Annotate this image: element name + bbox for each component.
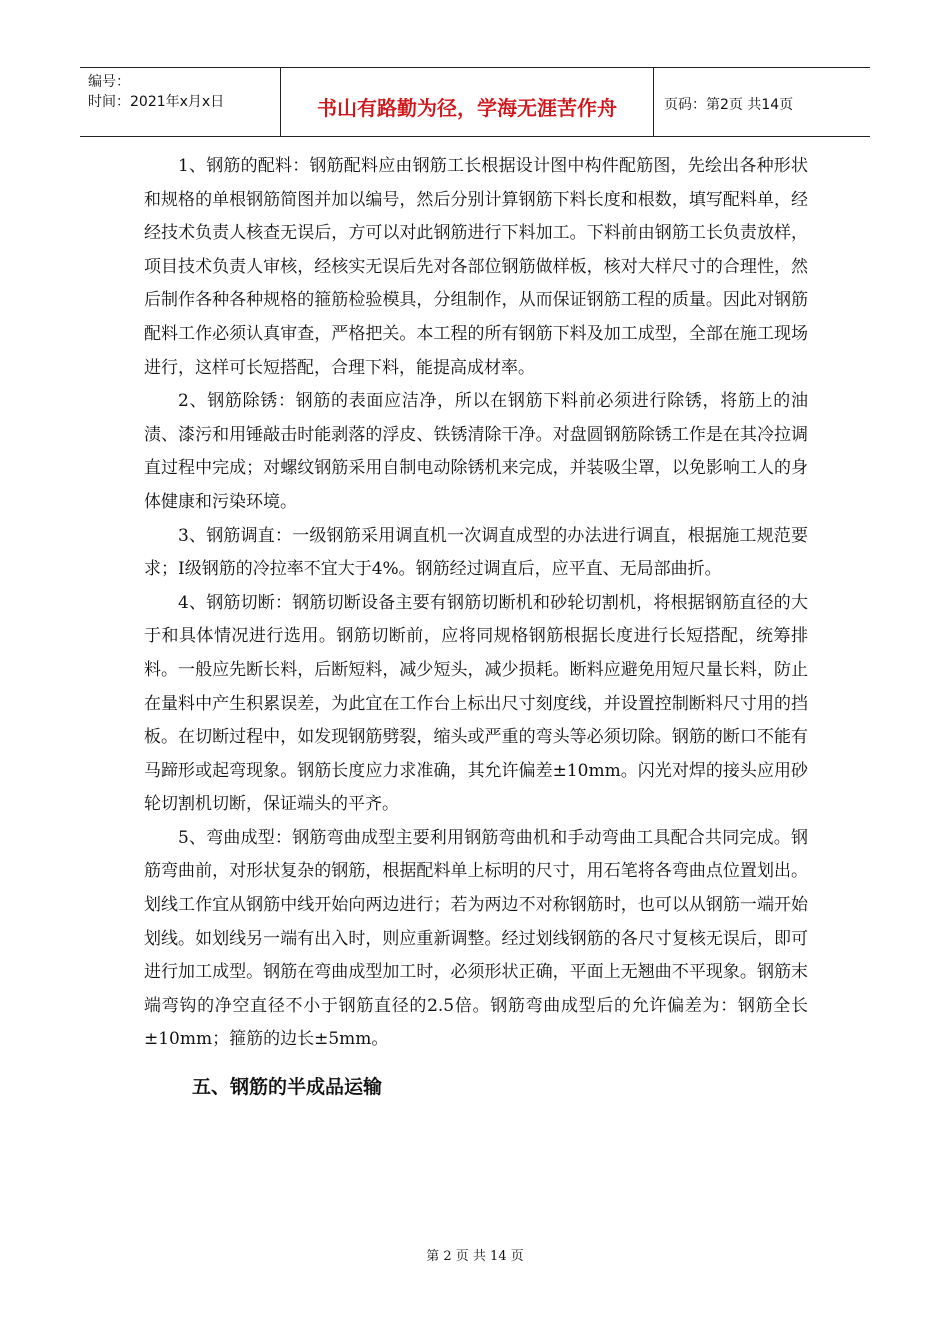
page-header xyxy=(80,67,870,137)
section-heading: 五、钢筋的半成品运输 xyxy=(192,1076,383,1099)
document-number-label: 编号： xyxy=(88,74,130,90)
paragraph-cutting: 4、钢筋切断：钢筋切断设备主要有钢筋切断机和砂轮切割机，将根据钢筋直径的大于和具体情况进行选用。钢筋切断前，应将同规格钢筋根据长度进行长短搭配，统筹排料。一般应先断长料，后断短料，减少短头，减少损耗。断料应避免用短尺量长料，防止在量料中产生积累误差，为此宜在工作台上标出尺寸刻度线，并设置控制断料尺寸用的挡板。在切断过程中，如发现钢筋劈裂，缩头或严重的弯头等必须切除。钢筋的断口不能有马蹄形或起弯现象。钢筋长度应力求准确，其允许偏差±10mm。闪光对焊的接头应用砂轮切割机切断，保证端头的平齐。 xyxy=(144,592,808,815)
document-time-label: 时间：2021年x月x日 xyxy=(88,94,225,110)
page-footer: 第 2 页 共 14 页 xyxy=(426,1249,524,1264)
header-motto: 书山有路勤为径，学海无涯苦作舟 xyxy=(280,68,654,136)
document-body xyxy=(144,150,808,1117)
paragraph-bending: 5、弯曲成型：钢筋弯曲成型主要利用钢筋弯曲机和手动弯曲工具配合共同完成。钢筋弯曲前，对形状复杂的钢筋，根据配料单上标明的尺寸，用石笔将各弯曲点位置划出。划线工作宜从钢筋中线开始向两边进行；若为两边不对称钢筋时，也可以从钢筋一端开始划线。如划线另一端有出入时，则应重新调整。经过划线钢筋的各尺寸复核无误后，即可进行加工成型。钢筋在弯曲成型加工时，必须形状正确，平面上无翘曲不平现象。钢筋末端弯钩的净空直径不小于钢筋直径的2.5倍。钢筋弯曲成型后的允许偏差为：钢筋全长±10mm；箍筋的边长±5mm。 xyxy=(144,827,808,1050)
paragraph-rust-removal: 2、钢筋除锈：钢筋的表面应洁净，所以在钢筋下料前必须进行除锈，将筋上的油渍、漆污和用锤敲击时能剥落的浮皮、铁锈清除干净。对盘圆钢筋除锈工作是在其冷拉调直过程中完成；对螺纹钢筋采用自制电动除锈机来完成，并装吸尘罩，以免影响工人的身体健康和污染环境。 xyxy=(144,391,808,512)
header-meta xyxy=(80,68,280,136)
paragraph-straightening: 3、钢筋调直：一级钢筋采用调直机一次调直成型的办法进行调直，根据施工规范要求；I级钢筋的冷拉率不宜大于4%。钢筋经过调直后，应平直、无局部曲折。 xyxy=(144,525,808,580)
header-page-info: 页码：第2页 共14页 xyxy=(664,97,794,113)
paragraph-rebar-batching: 1、钢筋的配料：钢筋配料应由钢筋工长根据设计图中构件配筋图，先绘出各种形状和规格的单根钢筋简图并加以编号，然后分别计算钢筋下料长度和根数，填写配料单，经经技术负责人核查无误后，方可以对此钢筋进行下料加工。下料前由钢筋工长负责放样，项目技术负责人审核，经核实无误后先对各部位钢筋做样板，核对大样尺寸的合理性，然后制作各种各种规格的箍筋检验模具，分组制作，从而保证钢筋工程的质量。因此对钢筋配料工作必须认真审查，严格把关。本工程的所有钢筋下料及加工成型，全部在施工现场进行，这样可长短搭配，合理下料，能提高成材率。 xyxy=(144,156,808,378)
